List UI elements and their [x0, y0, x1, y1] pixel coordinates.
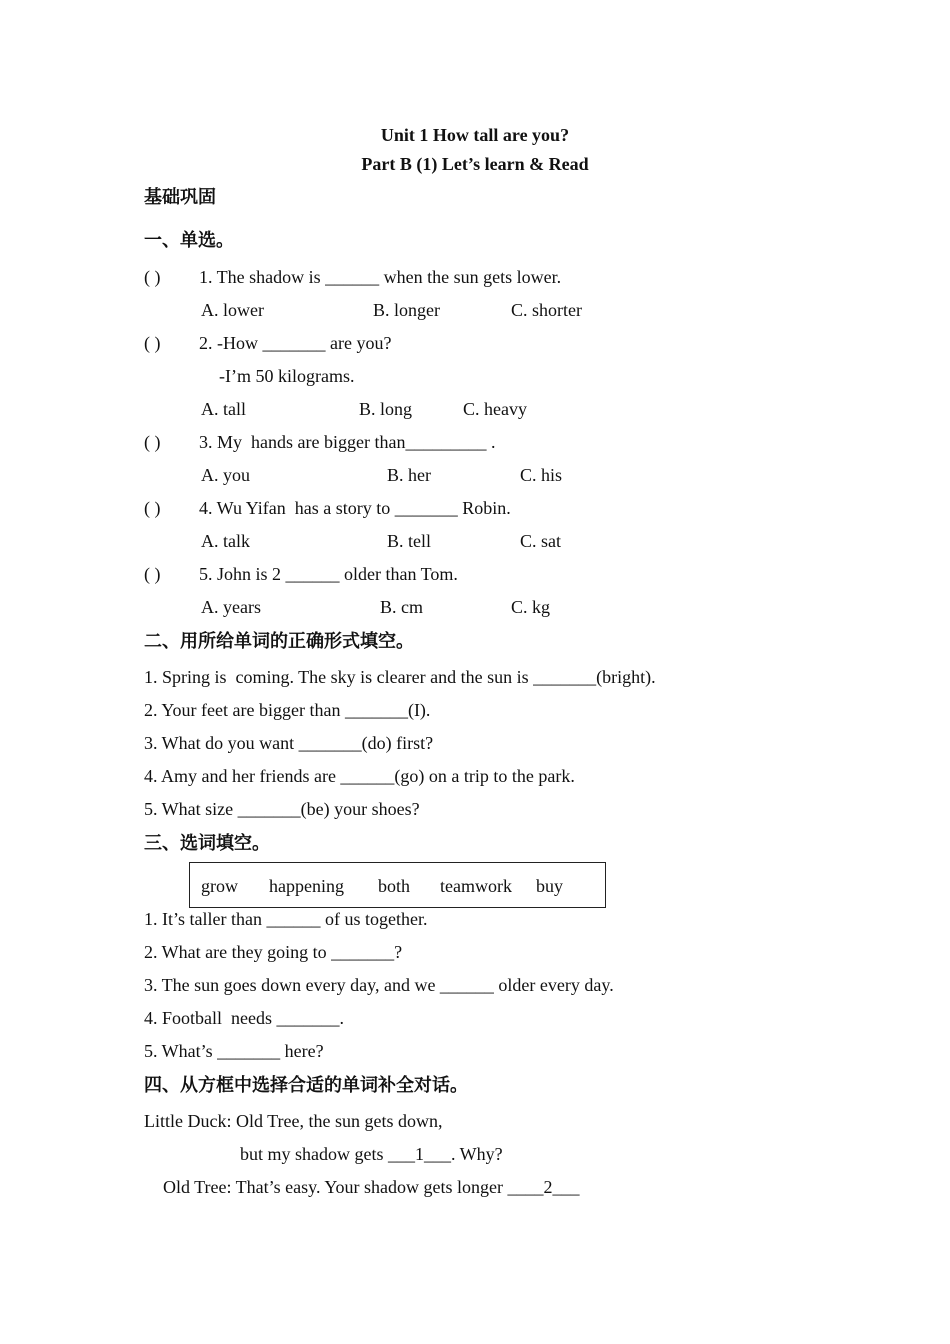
- option-a: A. talk: [201, 531, 250, 551]
- word-bank-item: grow: [201, 876, 238, 896]
- choose-item-5: 5. What’s _______ here?: [144, 1041, 324, 1061]
- answer-blank[interactable]: ( ): [144, 432, 161, 452]
- option-b: B. cm: [380, 597, 423, 617]
- option-c: C. kg: [511, 597, 551, 617]
- answer-blank[interactable]: ( ): [144, 564, 161, 584]
- choose-item-1: 1. It’s taller than ______ of us together.: [144, 909, 428, 929]
- word-bank-item: buy: [536, 876, 563, 896]
- answer-blank[interactable]: ( ): [144, 498, 161, 518]
- choose-item-2: 2. What are they going to _______?: [144, 942, 403, 962]
- option-a: A. years: [201, 597, 261, 617]
- choose-item-4: 4. Football needs _______.: [144, 1008, 344, 1028]
- section4-heading: 四、从方框中选择合适的单词补全对话。: [144, 1075, 468, 1096]
- question-text: 3. My hands are bigger than_________ .: [199, 432, 496, 452]
- question-text: 1. The shadow is ______ when the sun gets lower.: [199, 267, 562, 287]
- word-bank-item: happening: [269, 876, 344, 896]
- fill-item-2: 2. Your feet are bigger than _______(I).: [144, 700, 431, 720]
- word-bank-box: [189, 862, 606, 908]
- dialogue-line-2: but my shadow gets ___1___. Why?: [240, 1144, 503, 1164]
- option-b: B. longer: [373, 300, 440, 320]
- question-answer-line: -I’m 50 kilograms.: [219, 366, 355, 386]
- fill-item-5: 5. What size _______(be) your shoes?: [144, 799, 420, 819]
- option-c: C. shorter: [511, 300, 582, 320]
- dialogue-line-1: Little Duck: Old Tree, the sun gets down,: [144, 1111, 443, 1131]
- option-c: C. his: [520, 465, 563, 485]
- question-text: 5. John is 2 ______ older than Tom.: [199, 564, 458, 584]
- answer-blank[interactable]: ( ): [144, 333, 161, 353]
- dialogue-line-3: Old Tree: That’s easy. Your shadow gets longer ____2___: [163, 1177, 580, 1197]
- option-a: A. lower: [201, 300, 264, 320]
- section-basic-heading: 基础巩固: [144, 187, 216, 208]
- choose-item-3: 3. The sun goes down every day, and we ______ older every day.: [144, 975, 614, 995]
- section3-heading: 三、选词填空。: [144, 833, 270, 854]
- section2-heading: 二、用所给单词的正确形式填空。: [144, 631, 414, 652]
- fill-item-3: 3. What do you want _______(do) first?: [144, 733, 434, 753]
- option-c: C. heavy: [463, 399, 527, 419]
- fill-item-1: 1. Spring is coming. The sky is clearer and the sun is _______(bright).: [144, 667, 656, 687]
- question-text: 2. -How _______ are you?: [199, 333, 392, 353]
- page-subtitle: Part B (1) Let’s learn & Read: [361, 154, 589, 174]
- section1-heading: 一、单选。: [144, 230, 234, 251]
- option-b: B. long: [359, 399, 413, 419]
- option-a: A. tall: [201, 399, 246, 419]
- question-text: 4. Wu Yifan has a story to _______ Robin.: [199, 498, 511, 518]
- page-title: Unit 1 How tall are you?: [380, 125, 570, 145]
- option-c: C. sat: [520, 531, 562, 551]
- option-b: B. tell: [387, 531, 431, 551]
- fill-item-4: 4. Amy and her friends are ______(go) on a trip to the park.: [144, 766, 575, 786]
- option-b: B. her: [387, 465, 431, 485]
- option-a: A. you: [201, 465, 250, 485]
- word-bank-item: teamwork: [440, 876, 512, 896]
- word-bank-item: both: [378, 876, 411, 896]
- answer-blank[interactable]: ( ): [144, 267, 161, 287]
